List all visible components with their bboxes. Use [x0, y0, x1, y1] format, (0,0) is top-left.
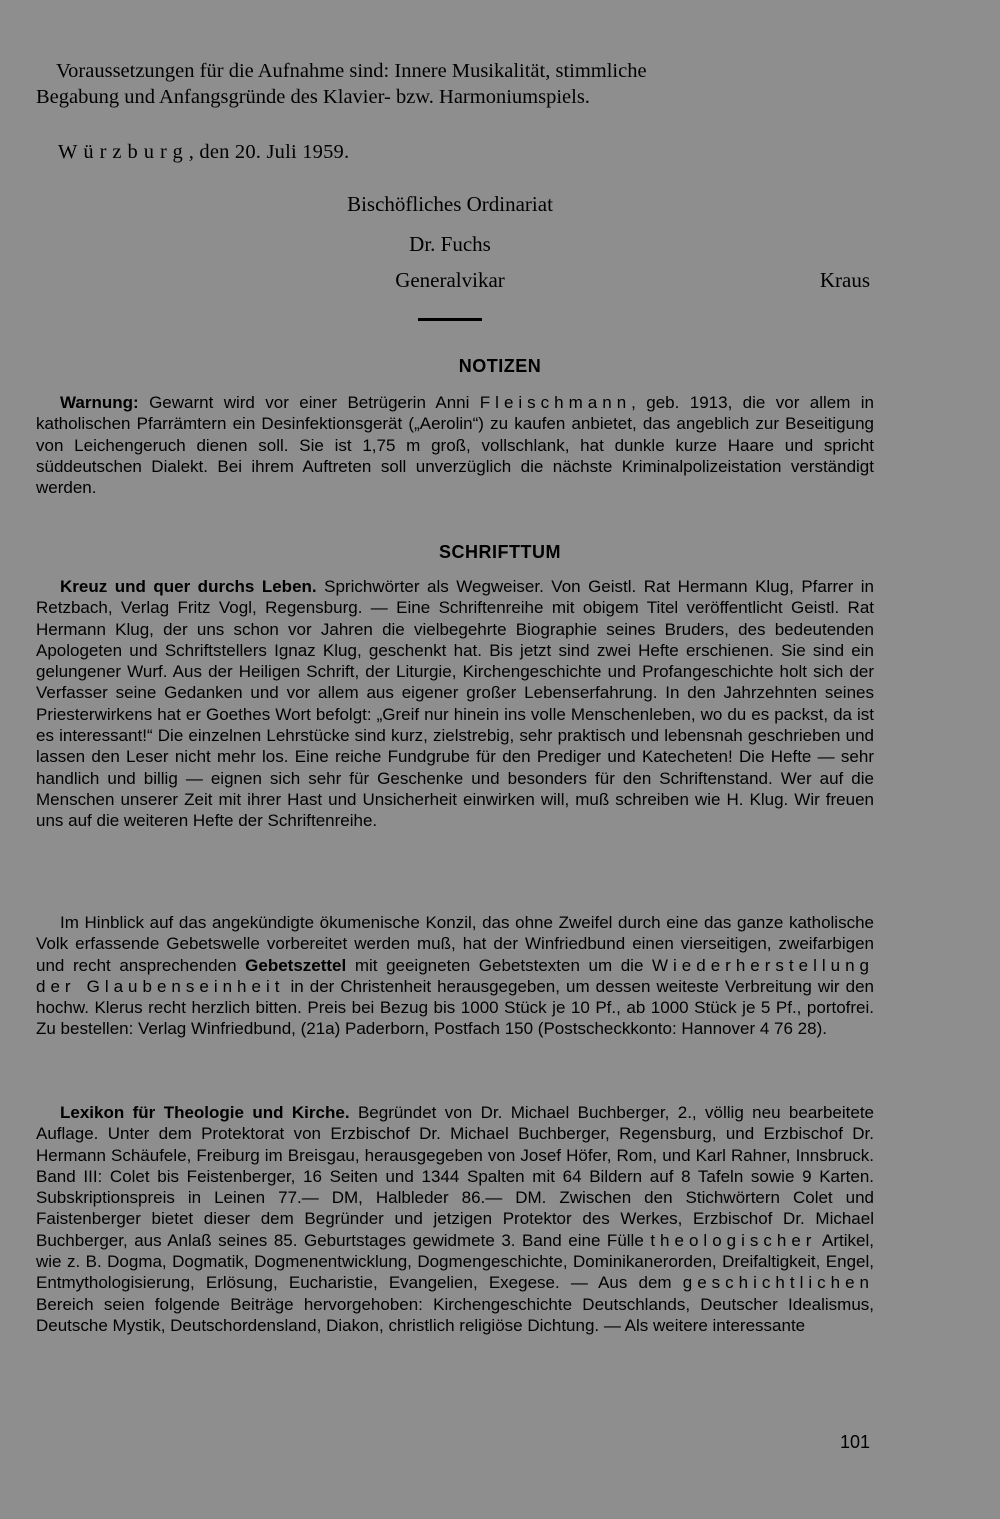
intro-line-1: Voraussetzungen für die Aufnahme sind: Innere Musikalität, stimmliche	[56, 60, 647, 82]
lexikon-text-2: Artikel, wie z. B. Dogma, Dogmatik, Dogmenentwicklung, Dogmengeschichte, Dominikanerorden, Dreifaltigkeit, Engel, Entmythologisierung, Erlösung, Eucharistie, Evangelien, Exegese. — Aus dem	[36, 1230, 875, 1293]
intro-paragraph	[36, 58, 871, 110]
review-kreuz-paragraph	[36, 576, 874, 832]
schrifttum-heading: SCHRIFTTUM	[439, 542, 561, 562]
gebetszettel-bold: Gebetszettel	[245, 955, 347, 975]
section-divider	[418, 318, 482, 321]
page-number: 101	[839, 1432, 870, 1452]
lexikon-spaced-1: theologischer	[650, 1230, 817, 1250]
gebetszettel-text-3: in der Christenheit herausgegeben, um dessen weiteste Verbreitung wir den hochw. Klerus recht herzlich bitten. Preis bei Bezug bis 1000 Stück je 10 Pf., ab 1000 Stück je 5 Pf., portofrei. Zu bestellen: Verlag Winfriedbund, (21a) Paderborn, Postfach 150 (Postscheckkonto: Hannover 4 76 28).	[36, 976, 874, 1039]
warning-text-2: , geb. 1913, die vor allem in katholischen Pfarrämtern ein Desinfektionsgerät („Aerolin“) zu kaufen anbietet, das angeblich zur Beseitigung von Leichengeruch dienen soll. Sie ist 1,75 m groß, vollschlank, hat dunkle kurze Haare und spricht süddeutschen Dialekt. Bei ihrem Auftreten soll unverzüglich die nächste Kriminalpolizeistation verständigt werden.	[36, 393, 874, 498]
review-kreuz-title: Kreuz und quer durchs Leben.	[60, 577, 317, 596]
gebetszettel-spaced: Wiederherstellung der Glaubenseinheit	[36, 955, 874, 996]
lexikon-text-3: Bereich seien folgende Beiträge hervorgehoben: Kirchengeschichte Deutschlands, Deutscher Idealismus, Deutsche Mystik, Deutschordensland, Diakon, christlich religiöse Dichtung. — Als weitere interessante	[36, 1294, 874, 1335]
signature-name: Dr. Fuchs	[409, 232, 491, 256]
intro-line-2: Begabung und Anfangsgründe des Klavier- bzw. Harmoniumspiels.	[36, 86, 590, 108]
review-lexikon-paragraph	[36, 1102, 874, 1336]
dateline-place: Würzburg	[58, 141, 189, 163]
signature-office: Bischöfliches Ordinariat	[347, 192, 553, 216]
warning-label: Warnung:	[60, 393, 139, 412]
lexikon-spaced-2: geschichtlichen	[682, 1273, 874, 1293]
warning-name: Fleischmann	[479, 393, 632, 412]
review-kreuz-text: Sprichwörter als Wegweiser. Von Geistl. Rat Hermann Klug, Pfarrer in Retzbach, Verlag Fritz Vogl, Regensburg. — Eine Schriftenreihe mit obigem Titel veröffentlicht Geistl. Rat Hermann Klug, der uns schon vor Jahren die vielbegehrte Biographie seines Bruders, des bedeutenden Apologeten und Schriftstellers Ignaz Klug, geschenkt hat. Bis jetzt sind zwei Hefte erschienen. Sie sind ein gelungener Wurf. Aus der Heiligen Schrift, der Liturgie, Kirchengeschichte und Profangeschichte holt sich der Verfasser seine Gedanken und vor allem aus eigener großer Lebenserfahrung. In den Jahrzehnten seines Priesterwirkens hat er Goethes Wort befolgt: „Greif nur hinein ins volle Menschenleben, wo du es packst, da ist es interessant!“ Die einzelnen Lehrstücke sind kurz, zielstrebig, sehr praktisch und lebensnah geschrieben und lassen den Leser nicht mehr los. Eine reiche Fundgrube für den Prediger und Katecheten! Die Hefte — sehr handlich und billig — eignen sich sehr für Geschenke und besonders für den Schriftenstand. Wer auf die Menschen unserer Zeit mit ihrer Hast und Unsicherheit einwirken will, muß schreiben wie H. Klug. Wir freuen uns auf die weiteren Hefte der Schriftenreihe.	[36, 577, 874, 831]
warning-paragraph	[36, 392, 874, 498]
signature-right-name: Kraus	[819, 268, 870, 292]
dateline-date: , den 20. Juli 1959.	[188, 141, 350, 163]
dateline	[58, 141, 349, 164]
notizen-heading: NOTIZEN	[458, 356, 542, 376]
gebetszettel-text-2: mit geeigneten Gebetstexten um die	[346, 955, 652, 975]
review-gebetszettel-paragraph	[36, 912, 874, 1040]
warning-text-1: Gewarnt wird vor einer Betrügerin Anni	[138, 393, 480, 412]
gebetszettel-text-1: Im Hinblick auf das angekündigte ökumenische Konzil, das ohne Zweifel durch eine das ganze katholische Volk erfassende Gebetswelle vorbereitet werden muß, hat der Winfriedbund einen vierseitigen, zweifarbigen und recht ansprechenden	[36, 913, 874, 975]
review-lexikon-title: Lexikon für Theologie und Kirche.	[60, 1103, 350, 1122]
lexikon-text-1: Begründet von Dr. Michael Buchberger, 2., völlig neu bearbeitete Auflage. Unter dem Protektorat von Erzbischof Dr. Michael Buchberger, Regensburg, und Erzbischof Dr. Hermann Schäufele, Freiburg im Breisgau, herausgegeben von Josef Höfer, Rom, und Karl Rahner, Innsbruck. Band III: Colet bis Feistenberger, 16 Seiten und 1344 Spalten mit 64 Bildern auf 8 Tafeln sowie 9 Karten. Subskriptionspreis in Leinen 77.— DM, Halbleder 86.— DM. Zwischen den Stichwörtern Colet und Faistenberger bietet dieser dem Begründer und jetzigen Protektor des Werkes, Erzbischof Dr. Michael Buchberger, aus Anlaß seines 85. Geburtstages gewidmete 3. Band eine Fülle	[36, 1103, 874, 1250]
signature-title: Generalvikar	[395, 268, 505, 292]
